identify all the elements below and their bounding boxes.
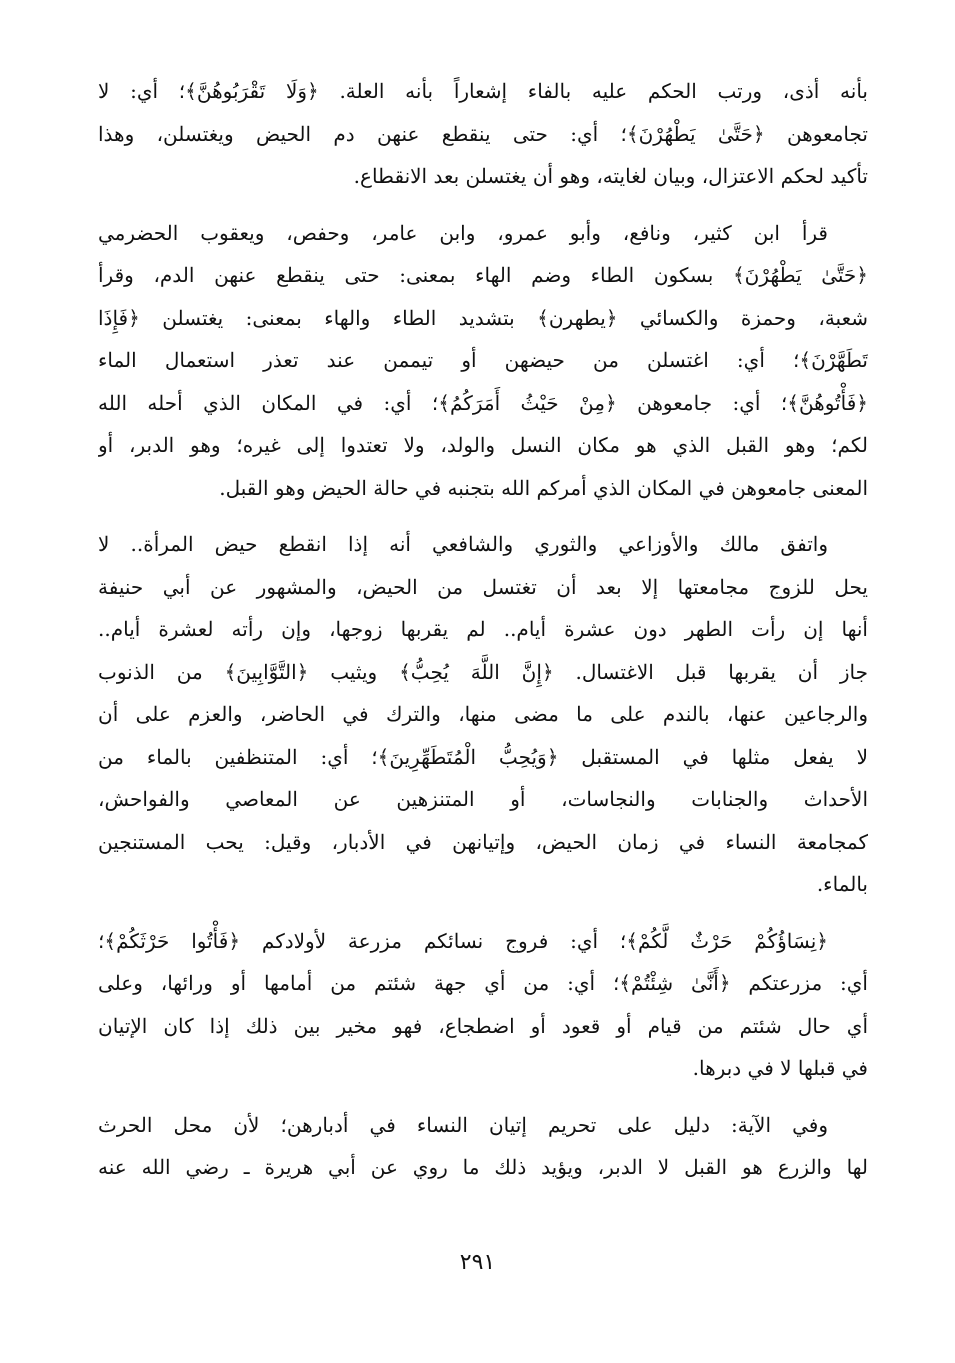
page-body: [98, 70, 868, 1203]
paragraph-2: [98, 212, 868, 510]
text-line: كمجامعة النساء في زمان الحيض، وإتيانهن في الأدبار، وقيل: يحب المستنجين: [98, 829, 868, 854]
text-line: ﴿حَتَّىٰ يَطْهُرْنَ﴾ بسكون الطاء وضم الهاء بمعنى: حتى ينقطع عنهن الدم، وقرأ: [98, 263, 868, 287]
text-line: تأكيد لحكم الاعتزال، وبيان لغايته، وهو أن يغتسلن بعد الانقطاع.: [353, 164, 868, 188]
paragraph-3: [98, 523, 868, 906]
text-line: تَطَهَّرْنَ﴾؛ أي: اغتسلن من حيضهن أو تيممن عند تعذر استعمال الماء: [98, 348, 868, 372]
text-line: يحل للزوج مجامعتها إلا بعد أن تغتسل من الحيض، والمشهور عن أبي حنيفة: [98, 574, 868, 599]
text-line: قرأ ابن كثير، ونافع، وأبو عمرو، وابن عامر، وحفص، ويعقوب الحضرمي: [98, 220, 828, 245]
text-line: لكم؛ وهو القبل الذي هو مكان النسل والولد، ولا تعتدوا إلى غيره؛ وهو الدبر، أو: [98, 433, 868, 457]
paragraph-5: [98, 1104, 868, 1189]
text-line: والرجاعين عنها، بالندم على ما مضى منها، والترك في الحاضر، والعزم على أن: [98, 702, 868, 726]
paragraph-4: [98, 920, 868, 1090]
text-line: واتفق مالك والأوزاعي والثوري والشافعي أنه إذا انقطع حيض المرأة.. لا: [98, 532, 828, 556]
page-number: ٢٩١: [459, 1250, 496, 1275]
text-line: أي: مزرعتكم ﴿أَنَّىٰ شِئْتُمْ﴾؛ أي: من أي جهة شئتم من أمامها أو ورائها، وعلى: [98, 971, 868, 995]
text-line: الأحداث والجنابات والنجاسات، أو المتنزهين عن المعاصي والفواحش،: [98, 787, 868, 811]
text-line: جاز أن يقربها قبل الاغتسال. ﴿إِنَّ اللَّهَ يُحِبُّ﴾ ويثيب ﴿التَّوَّابِينَ﴾ من الذنوب: [98, 659, 868, 684]
text-line: شعبة، وحمزة والكسائي ﴿يطهرن﴾ بتشديد الطاء والهاء بمعنى: يغتسلن ﴿فَإِذَا: [98, 305, 868, 330]
text-line: بالماء.: [816, 872, 868, 896]
text-line: أي حال شئتم من قيام أو قعود أو اضطجاع، فهو مخير بين ذلك إذا كان الإتيان: [98, 1013, 868, 1038]
text-line: في قبلها لا في دبرها.: [692, 1056, 868, 1080]
text-line: تجامعوهن ﴿حَتَّىٰ يَطْهُرْنَ﴾؛ أي: حتى ينقطع عنهن دم الحيض ويغتسلن، وهذا: [98, 121, 868, 146]
text-line: ﴿نِسَاؤُكُمْ حَرْثٌ لَّكُمْ﴾؛ أي: فروج نسائكم مزرعة لأولادكم ﴿فَأْتُوا حَرْثَكُمْ﴾؛: [98, 928, 828, 953]
text-line: بأنه أذى، ورتب الحكم عليه بالفاء إشعاراً بأنه العلة. ﴿وَلَا تَقْرَبُوهُنَّ﴾؛ أي: لا: [98, 79, 868, 103]
text-line: لا يفعل مثلها في المستقبل ﴿وَيُحِبُّ الْمُتَطَهِّرِينَ﴾؛ أي: المتنظفين بالماء من: [98, 744, 868, 769]
text-line: لها والزرع هو القبل لا الدبر، ويؤيد ذلك ما روي عن أبي هريرة ـ رضي الله عنه: [98, 1155, 868, 1179]
text-line: المعنى جامعوهن في المكان الذي أمركم الله بتجنبه في حالة الحيض وهو القبل.: [219, 475, 868, 500]
paragraph-1: [98, 70, 868, 198]
text-line: ﴿فَأْتُوهُنَّ﴾؛ أي: جامعوهن ﴿مِنْ حَيْثُ أَمَرَكُمُ﴾؛ أي: في المكان الذي أحله الله: [98, 390, 868, 415]
text-line: أنها إن رأت الطهر دون عشرة أيام.. لم يقربها زوجها، وإن رأته لعشرة أيام..: [98, 617, 868, 641]
text-line: وفي الآية: دليل على تحريم إتيان النساء في أدبارهن؛ لأن محل الحرث: [98, 1112, 828, 1137]
